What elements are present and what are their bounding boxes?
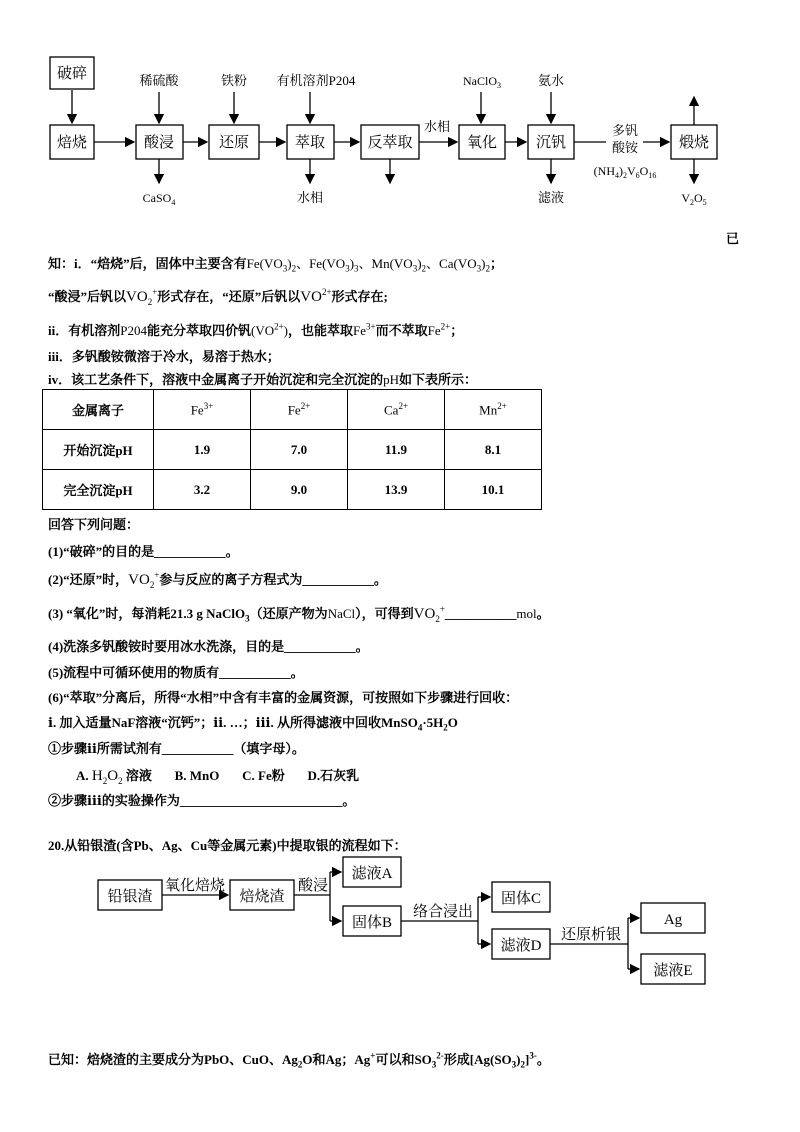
- label-reduce: 还原: [218, 135, 250, 151]
- label-water-phase: 水相: [423, 119, 451, 134]
- question-4: (4)洗涤多钒酸铵时要用冰水洗涤，目的是___________。: [48, 639, 369, 654]
- label-precip-v: 沉钒: [535, 135, 567, 151]
- silver-flow-diagram: [0, 850, 800, 995]
- label-extract: 萃取: [294, 135, 326, 151]
- table-cell: 13.9: [348, 470, 445, 510]
- reagent-acid: 稀硫酸: [139, 73, 179, 88]
- reagent-org: 有机溶剂P204: [276, 73, 356, 88]
- known-iii: iii．多钒酸铵微溶于冷水，易溶于热水；: [48, 349, 280, 364]
- ion-ph-table: [42, 389, 542, 510]
- out-water-phase: 水相: [296, 190, 324, 205]
- label-back-extract: 反萃取: [367, 135, 413, 151]
- question-6-sub2: ②步骤ⅲ的实验操作为_________________________。: [48, 793, 356, 808]
- table-row-label: 完全沉淀pH: [43, 470, 154, 510]
- question-6-steps: ⅰ. 加入适量NaF溶液“沉钙”；ⅱ. …；ⅲ. 从所得滤液中回收$MnSO_4\cdot 5H_2O$: [48, 715, 458, 733]
- reagent-nh3: 氨水: [537, 73, 565, 88]
- table-cell: 7.0: [251, 430, 348, 470]
- known-iv: iv．该工艺条件下，溶液中金属离子开始沉淀和完全沉淀的pH如下表所示：: [48, 372, 478, 387]
- label-solid-b: 固体B: [351, 915, 393, 931]
- known-i-a: 知：i．“焙烧”后，固体中主要含有$Fe(VO_3)_2$、$Fe(VO_3)_3$、$Mn(VO_3)_2$、$Ca(VO_3)_2$；: [48, 256, 503, 274]
- step-reduce-silver: 还原析银: [560, 927, 622, 943]
- question-5: (5)流程中可循环使用的物质有___________。: [48, 665, 304, 680]
- table-header-row: [43, 390, 542, 430]
- step-complex-leach: 络合浸出: [412, 904, 474, 920]
- table-header-cell: $Mn^{2+}$: [445, 390, 542, 430]
- question-6: (6)“萃取”分离后，所得“水相”中含有丰富的金属资源，可按照如下步骤进行回收：: [48, 690, 519, 705]
- vanadium-flow-diagram: [0, 0, 800, 215]
- known-i-b: “酸浸”后钒以$VO_2^+$形式存在，“还原”后钒以$VO^{2+}$形式存在;: [48, 287, 388, 307]
- table-header-cell: $Ca^{2+}$: [348, 390, 445, 430]
- out-filtrate: 滤液: [537, 190, 565, 205]
- reagent-naclo3: NaClO$_3$: [463, 74, 501, 90]
- question-2: (2)“还原”时，$VO_2^+$参与反应的离子方程式为___________。: [48, 570, 387, 590]
- label-acid-leach: 酸浸: [143, 135, 175, 151]
- known-ii: ii．有机溶剂P204能充分萃取四价钒$(VO^{2+})$，也能萃取$Fe^{3+}$而不萃取$Fe^{2+}$；: [48, 321, 464, 338]
- table-cell: 10.1: [445, 470, 542, 510]
- label-slag: 铅银渣: [107, 889, 153, 905]
- mid-line2: 酸铵: [611, 140, 639, 155]
- label-filtrate-e: 滤液E: [653, 963, 693, 979]
- table-header-cell: $Fe^{3+}$: [154, 390, 251, 430]
- mid-line1: 多钒: [611, 123, 639, 138]
- table-header-cell: $Fe^{2+}$: [251, 390, 348, 430]
- table-cell: 8.1: [445, 430, 542, 470]
- label-calcine: 煅烧: [678, 135, 710, 151]
- table-row: [43, 470, 542, 510]
- label-roasted: 焙烧渣: [239, 889, 285, 905]
- question-6-sub1: ①步骤ⅱ所需试剂有___________（填字母）。: [48, 741, 305, 756]
- table-header-cell: 金属离子: [43, 390, 154, 430]
- label-crush: 破碎: [56, 66, 88, 82]
- out-caso4: CaSO$_4$: [142, 191, 176, 207]
- label-roast: 焙烧: [56, 135, 88, 151]
- label-ag: Ag: [663, 912, 683, 928]
- table-row: [43, 430, 542, 470]
- label-filtrate-a: 滤液A: [351, 866, 393, 882]
- question-20: 20.从铅银渣(含Pb、Ag、Cu等金属元素)中提取银的流程如下：: [48, 838, 407, 853]
- table-cell: 9.0: [251, 470, 348, 510]
- table-row-label: 开始沉淀pH: [43, 430, 154, 470]
- table-cell: 1.9: [154, 430, 251, 470]
- answer-intro: 回答下列问题：: [48, 517, 140, 532]
- step-acid-leach: 酸浸: [297, 878, 329, 894]
- mid-formula: $(NH_4)_2V_6O_{16}$: [593, 164, 657, 180]
- label-oxidize: 氧化: [466, 135, 498, 151]
- out-v2o5: $V_2O_5$: [681, 191, 707, 207]
- label-solid-c: 固体C: [500, 891, 542, 907]
- step-oxidative-roast: 氧化焙烧: [164, 878, 226, 894]
- corner-char: 已: [726, 231, 740, 246]
- known-20: 已知：焙烧渣的主要成分为PbO、CuO、$Ag_2O$和Ag；Ag+可以和$SO_3^{2-}$形成$[Ag(SO_3)_2]^{3-}$。: [48, 1050, 550, 1070]
- table-cell: 11.9: [348, 430, 445, 470]
- question-6-options: A. $H_2O_2$ 溶液 B. MnO C. Fe粉 D.石灰乳: [76, 768, 360, 786]
- question-3: (3) “氧化”时，每消耗21.3 g NaClO$_3$（还原产物为NaCl），可得到$VO_2^+\_\_\_\_\_\_\_\_\_\_\_mol$。: [48, 604, 550, 624]
- reagent-fe: 铁粉: [220, 73, 248, 88]
- question-1: (1)“破碎”的目的是___________。: [48, 544, 239, 559]
- table-cell: 3.2: [154, 470, 251, 510]
- label-filtrate-d: 滤液D: [500, 938, 542, 954]
